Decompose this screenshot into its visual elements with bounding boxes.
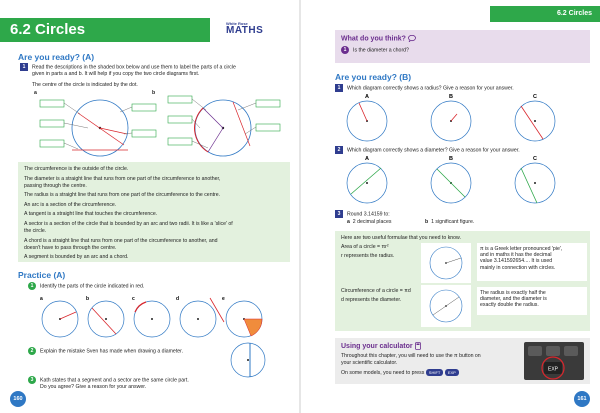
- diameter-definition-note: d represents the diameter.: [341, 297, 402, 303]
- pi-note-3: value 3.141592654.... It is used: [480, 258, 553, 265]
- practice-letter-d: d: [176, 296, 180, 302]
- calculator-keys-image: [524, 342, 584, 380]
- practice-circle-d: [180, 298, 224, 337]
- radius-note-1: The radius is exactly half the: [480, 290, 546, 296]
- practice-letter-c: c: [132, 296, 135, 302]
- logo-top-text: White Rose: [226, 21, 248, 26]
- pi-note-2: and in maths it has the decimal: [480, 252, 552, 259]
- practice-circle-c: [134, 301, 170, 337]
- definition-sector-1: A sector is a section of the circle that is bounded by an arc and two radii. It is like a 'slice' of: [24, 220, 233, 227]
- calculator-title: Using your calculator: [341, 342, 413, 350]
- circle-diagram-a: [40, 100, 156, 156]
- page-number-left: 160: [10, 391, 26, 407]
- radius-label-a: A: [365, 94, 369, 100]
- practice-1-text: [28, 282, 144, 290]
- pi-note-4: mainly in connection with circles.: [480, 264, 556, 271]
- diameter-circle-b: [431, 163, 471, 203]
- practice-3-line-1: Kath states that a segment and a sector are the same circle part.: [40, 377, 189, 384]
- radius-note-box: [477, 287, 587, 315]
- question-number: 1: [335, 84, 343, 92]
- calc-line-2: your scientific calculator.: [341, 360, 398, 366]
- ready-b-q2-text: Which diagram correctly shows a diameter? Give a reason for your answer.: [347, 147, 520, 154]
- radius-diagrams: [341, 92, 591, 144]
- right-page: [301, 0, 600, 413]
- calc-line-1: Throughout this chapter, you will need to use the π button on: [341, 353, 481, 359]
- q3-part-a-text: 2 decimal places: [352, 219, 392, 225]
- formulae-box: [335, 231, 590, 331]
- question-1-text: [20, 63, 290, 78]
- practice-letter-e: e: [222, 296, 225, 302]
- diameter-label-c: C: [533, 156, 537, 162]
- pi-note-box: [477, 243, 587, 281]
- diameter-circle-a: [347, 163, 387, 203]
- practice-letter-a: a: [40, 296, 43, 302]
- circle-diagram-b: [168, 96, 280, 156]
- logo-bottom-text: MATHS: [226, 25, 264, 36]
- q3-part-b-text: 1 significant figure.: [431, 219, 475, 225]
- question-number: 1: [28, 282, 36, 290]
- think-title: What do you think?: [341, 35, 406, 43]
- area-circle-diagram: [421, 243, 471, 283]
- definition-tangent: A tangent is a straight line that touches the circumference.: [24, 211, 158, 218]
- q3-part-a-label: a: [347, 219, 350, 225]
- question-number: 1: [341, 46, 349, 54]
- section-heading-ready-b: Are you ready? (B): [335, 72, 412, 82]
- practice-circle-e: [226, 301, 262, 337]
- radius-circle-b: [431, 101, 471, 141]
- question-1-line-1: Read the descriptions in the shaded box below and use them to label the parts of a circle: [32, 64, 236, 71]
- definition-diameter-1: The diameter is a straight line that runs from one part of the circumference to another,: [24, 175, 221, 182]
- question-1-line-2: given in parts a and b. It will help if you copy the two circle diagrams first.: [32, 71, 200, 78]
- definition-chord-1: A chord is a straight line that runs from one part of the circumference to another, and: [24, 237, 218, 244]
- diameter-circle-c: [515, 163, 555, 203]
- definition-arc: An arc is a section of the circumference.: [24, 201, 117, 208]
- radius-circle-c: [515, 101, 555, 141]
- definition-circumference: The circumference is the outside of the circle.: [24, 166, 129, 172]
- practice-circle-b: [88, 301, 124, 337]
- diameter-label-b: B: [449, 156, 453, 162]
- ready-b-q3-text: Round 3.14159 to:: [347, 211, 390, 218]
- radius-definition-note: r represents the radius.: [341, 253, 395, 259]
- circumference-formula: Circumference of a circle = πd: [341, 288, 411, 294]
- definition-chord-2: doesn't have to pass through the centre.: [24, 244, 117, 251]
- practice-letter-b: b: [86, 296, 90, 302]
- formula-intro: Here are two useful formulae that you need to know.: [341, 235, 461, 241]
- white-rose-logo: [226, 21, 284, 39]
- practice-circle-a: [42, 301, 78, 337]
- question-number: 1: [20, 63, 28, 71]
- diameter-diagrams: [341, 154, 591, 206]
- practice-3-line-2: Do you agree? Give a reason for your answer.: [40, 384, 147, 391]
- centre-note: The centre of the circle is indicated by the dot.: [32, 82, 138, 88]
- calc-exp-key-label: EXP: [547, 366, 559, 373]
- definitions-box: [18, 162, 290, 262]
- section-heading-practice-a: Practice (A): [18, 270, 66, 280]
- practice-1-line: Identify the parts of the circle indicated in red.: [40, 283, 145, 290]
- think-question-text: Is the diameter a chord?: [353, 47, 409, 54]
- left-page: [0, 0, 299, 413]
- section-heading-ready-a: Are you ready? (A): [18, 52, 95, 62]
- think-question: [341, 46, 584, 54]
- question-number: 2: [335, 146, 343, 154]
- chapter-title: 6.2 Circles: [0, 18, 210, 42]
- radius-note-2: diameter, and the diameter is: [480, 296, 547, 303]
- q3-part-b: [425, 219, 474, 226]
- page-number-right: 161: [574, 391, 590, 407]
- area-formula: Area of a circle = πr²: [341, 244, 389, 250]
- radius-label-b: B: [449, 94, 453, 100]
- shift-key: SHIFT: [426, 369, 444, 376]
- question-number: 3: [28, 376, 36, 384]
- practice-3-text: [28, 376, 189, 391]
- definition-segment: A segment is bounded by an arc and a chord.: [24, 254, 129, 261]
- definition-diameter-2: passing through the centre.: [24, 182, 87, 189]
- exp-key: EXP: [445, 369, 459, 376]
- q3-part-a: [347, 219, 391, 226]
- radius-circle-a: [347, 101, 387, 141]
- label-diagrams: [28, 90, 288, 160]
- question-number: 2: [28, 347, 36, 355]
- what-do-you-think-box: [335, 30, 590, 63]
- definition-sector-2: the circle.: [24, 227, 47, 234]
- calculator-box: [335, 338, 590, 384]
- radius-label-c: C: [533, 94, 537, 100]
- think-bubble-icon: [408, 35, 416, 42]
- ready-b-q1-text: Which diagram correctly shows a radius? Give a reason for your answer.: [347, 85, 514, 92]
- diameter-label-a: A: [365, 156, 369, 162]
- ready-b-question-3: [335, 210, 390, 218]
- practice-2-text: [28, 347, 183, 355]
- radius-note-3: exactly double the radius.: [480, 302, 539, 309]
- chapter-ribbon: 6.2 Circles: [490, 6, 600, 22]
- calc-line-3-text: On some models, you need to press: [341, 369, 425, 376]
- q3-part-b-label: b: [425, 219, 429, 225]
- circumference-circle-diagram: [421, 285, 471, 327]
- calculator-icon: [415, 342, 421, 350]
- pi-note-1: π is a Greek letter pronounced 'pie',: [480, 246, 563, 252]
- practice-circles: [34, 292, 284, 342]
- diagram-label-a: a: [34, 90, 37, 96]
- sven-diameter-diagram: [226, 339, 270, 381]
- practice-2-line: Explain the mistake Sven has made when drawing a diameter.: [40, 348, 184, 355]
- think-heading: [341, 35, 584, 42]
- definition-radius: The radius is a straight line that runs from one part of the circumference to the centre.: [24, 192, 221, 199]
- question-number: 3: [335, 210, 343, 218]
- diagram-label-b: b: [152, 90, 156, 96]
